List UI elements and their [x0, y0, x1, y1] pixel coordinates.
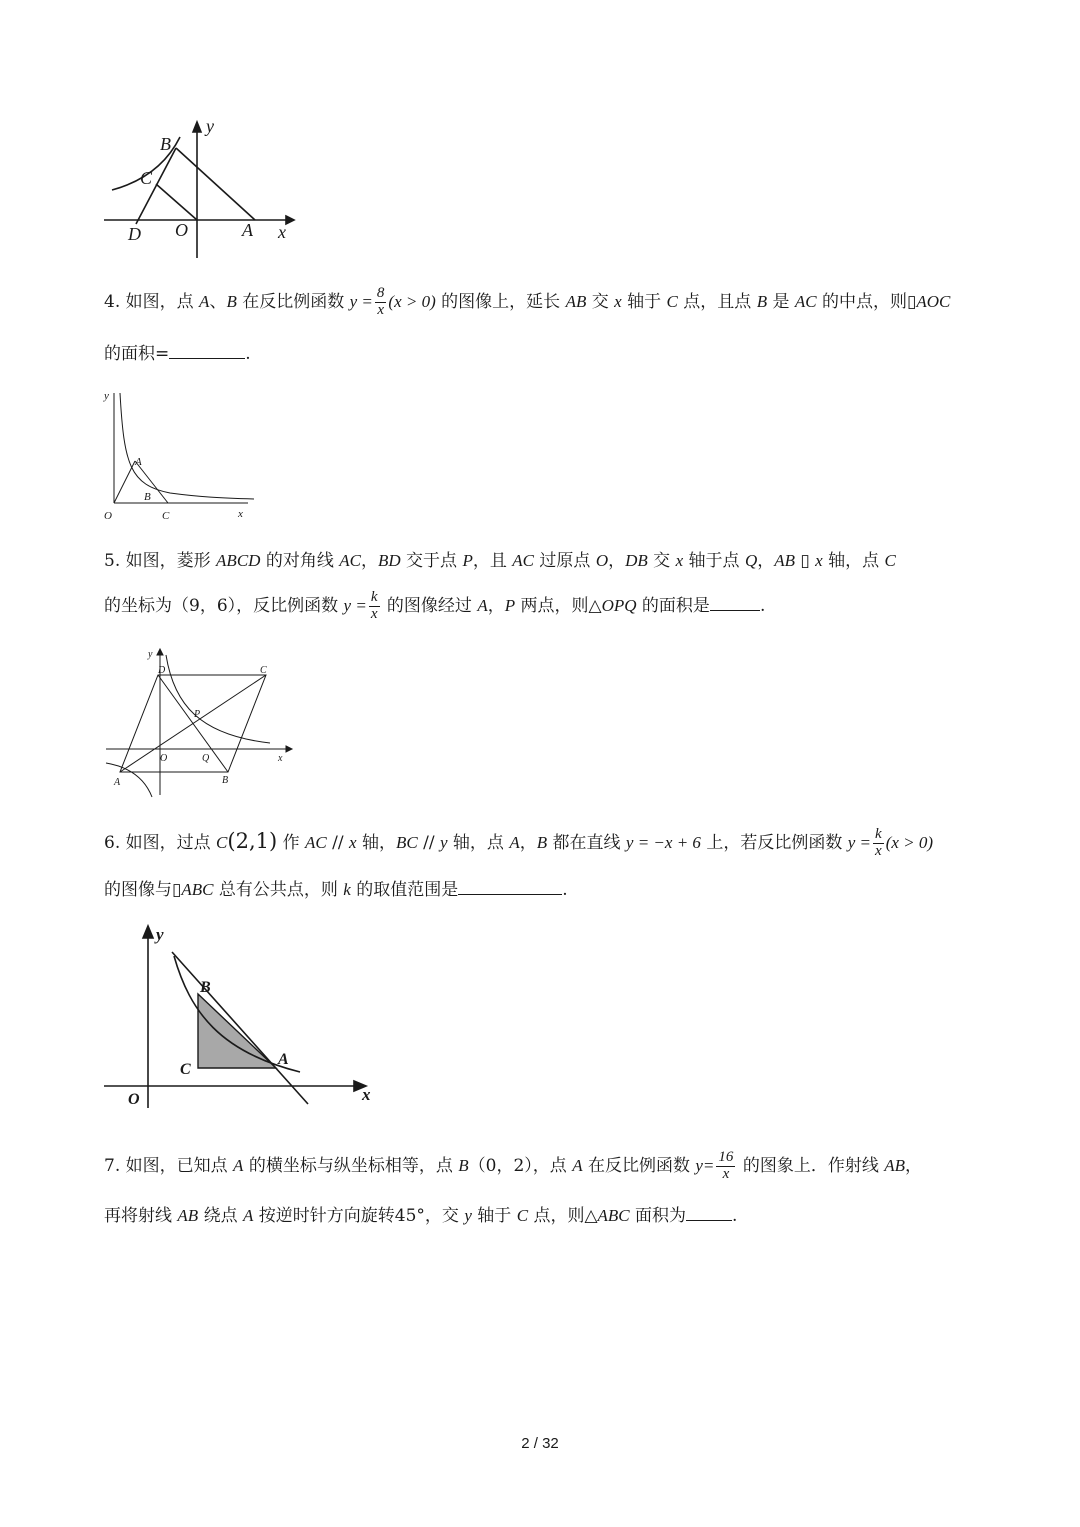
fig3-label-y: y: [206, 116, 214, 136]
question-4-line-2: 的面积= .: [104, 344, 251, 364]
fig4-label-x: x: [238, 508, 243, 520]
fig6-label-O: O: [128, 1091, 140, 1108]
fig3-label-C: C: [140, 168, 153, 188]
segment-OA: [114, 461, 135, 503]
fig5-label-O: O: [160, 753, 168, 764]
answer-blank[interactable]: [710, 594, 760, 611]
question-4-line-1: 4. 如图，点 A、B 在反比例函数 y = $\frac{8}{x}$ (x > 0) 的图像上，延长 AB 交 x 轴于 C 点，且点 B 是 AC 的中点，则▯AOC: [104, 285, 951, 318]
hyperbola-upper: [166, 655, 270, 743]
fig6-label-y: y: [156, 925, 164, 944]
fig5-label-A: A: [114, 777, 121, 788]
question-6-line-1: 6. 如图，过点 C(2,1) 作 AC // x 轴，BC // y 轴，点 A，B 都在直线 y = −x + 6 上，若反比例函数 y = $\frac{k}{x}$ (x > 0): [104, 826, 934, 859]
hyperbola: [120, 393, 254, 499]
fig5-label-P: P: [194, 709, 201, 720]
segment-CO: [156, 184, 197, 220]
fig3-label-D: D: [128, 224, 141, 244]
fig6-label-A: A: [278, 1051, 289, 1068]
question-6-line-2: 的图像与▯ABC 总有公共点，则 k 的取值范围是 .: [104, 880, 568, 900]
fig4-label-A: A: [135, 456, 142, 468]
fraction-k-over-x: $\frac{k}{x}$: [370, 589, 378, 622]
answer-blank[interactable]: [686, 1204, 732, 1221]
line-AB: [172, 952, 308, 1104]
fraction-8-over-x: $\frac{8}{x}$: [376, 285, 385, 318]
figure-q3: [100, 112, 300, 262]
fraction-k-over-x: $\frac{k}{x}$: [875, 826, 882, 859]
fig4-label-C: C: [162, 510, 170, 522]
fig6-label-B: B: [200, 979, 211, 996]
fig6-label-x: x: [362, 1085, 371, 1104]
question-5-line-1: 5. 如图，菱形 ABCD 的对角线 AC，BD 交于点 P，且 AC 过原点 O，DB 交 x 轴于点 Q，AB ▯ x 轴，点 C: [104, 551, 896, 571]
fig3-label-x: x: [278, 222, 286, 242]
page-number: 2 / 32: [521, 1435, 559, 1452]
fig5-label-x: x: [278, 753, 283, 764]
diagonal-BD: [158, 675, 228, 772]
fig5-label-C: C: [260, 665, 267, 676]
fig4-label-B: B: [144, 491, 151, 503]
figure-q4: [100, 385, 260, 525]
hyperbola-lower: [106, 763, 152, 797]
figure-q6: [100, 922, 380, 1112]
fig5-label-y: y: [148, 649, 153, 660]
fig5-label-B: B: [222, 775, 229, 786]
question-7-line-1: 7. 如图，已知点 A 的横坐标与纵坐标相等，点 B（0，2），点 A 在反比例函数 y= $\frac{16}{x}$ 的图象上．作射线 AB，: [104, 1149, 923, 1182]
fraction-16-over-x: $\frac{16}{x}$: [718, 1149, 734, 1182]
answer-blank[interactable]: [458, 878, 562, 895]
fig6-label-C: C: [180, 1061, 191, 1078]
question-5-line-2: 的坐标为（9，6），反比例函数 y = $\frac{k}{x}$ 的图像经过 A，P 两点，则△OPQ 的面积是 .: [104, 589, 766, 622]
shaded-triangle-ABC: [198, 994, 276, 1068]
question-7-line-2: 再将射线 AB 绕点 A 按逆时针方向旋转45°，交 y 轴于 C 点，则△ABC 面积为 .: [104, 1206, 738, 1226]
figure-q5: [100, 645, 300, 805]
fig3-label-O: O: [175, 220, 188, 240]
fig5-label-Q: Q: [202, 753, 210, 764]
fig4-label-y: y: [104, 390, 109, 402]
fig3-label-B: B: [160, 134, 171, 154]
segment-BA: [176, 148, 255, 220]
fig3-label-A: A: [242, 220, 253, 240]
fig5-label-D: D: [158, 665, 166, 676]
answer-blank[interactable]: [169, 342, 245, 359]
fig4-label-O: O: [104, 510, 112, 522]
